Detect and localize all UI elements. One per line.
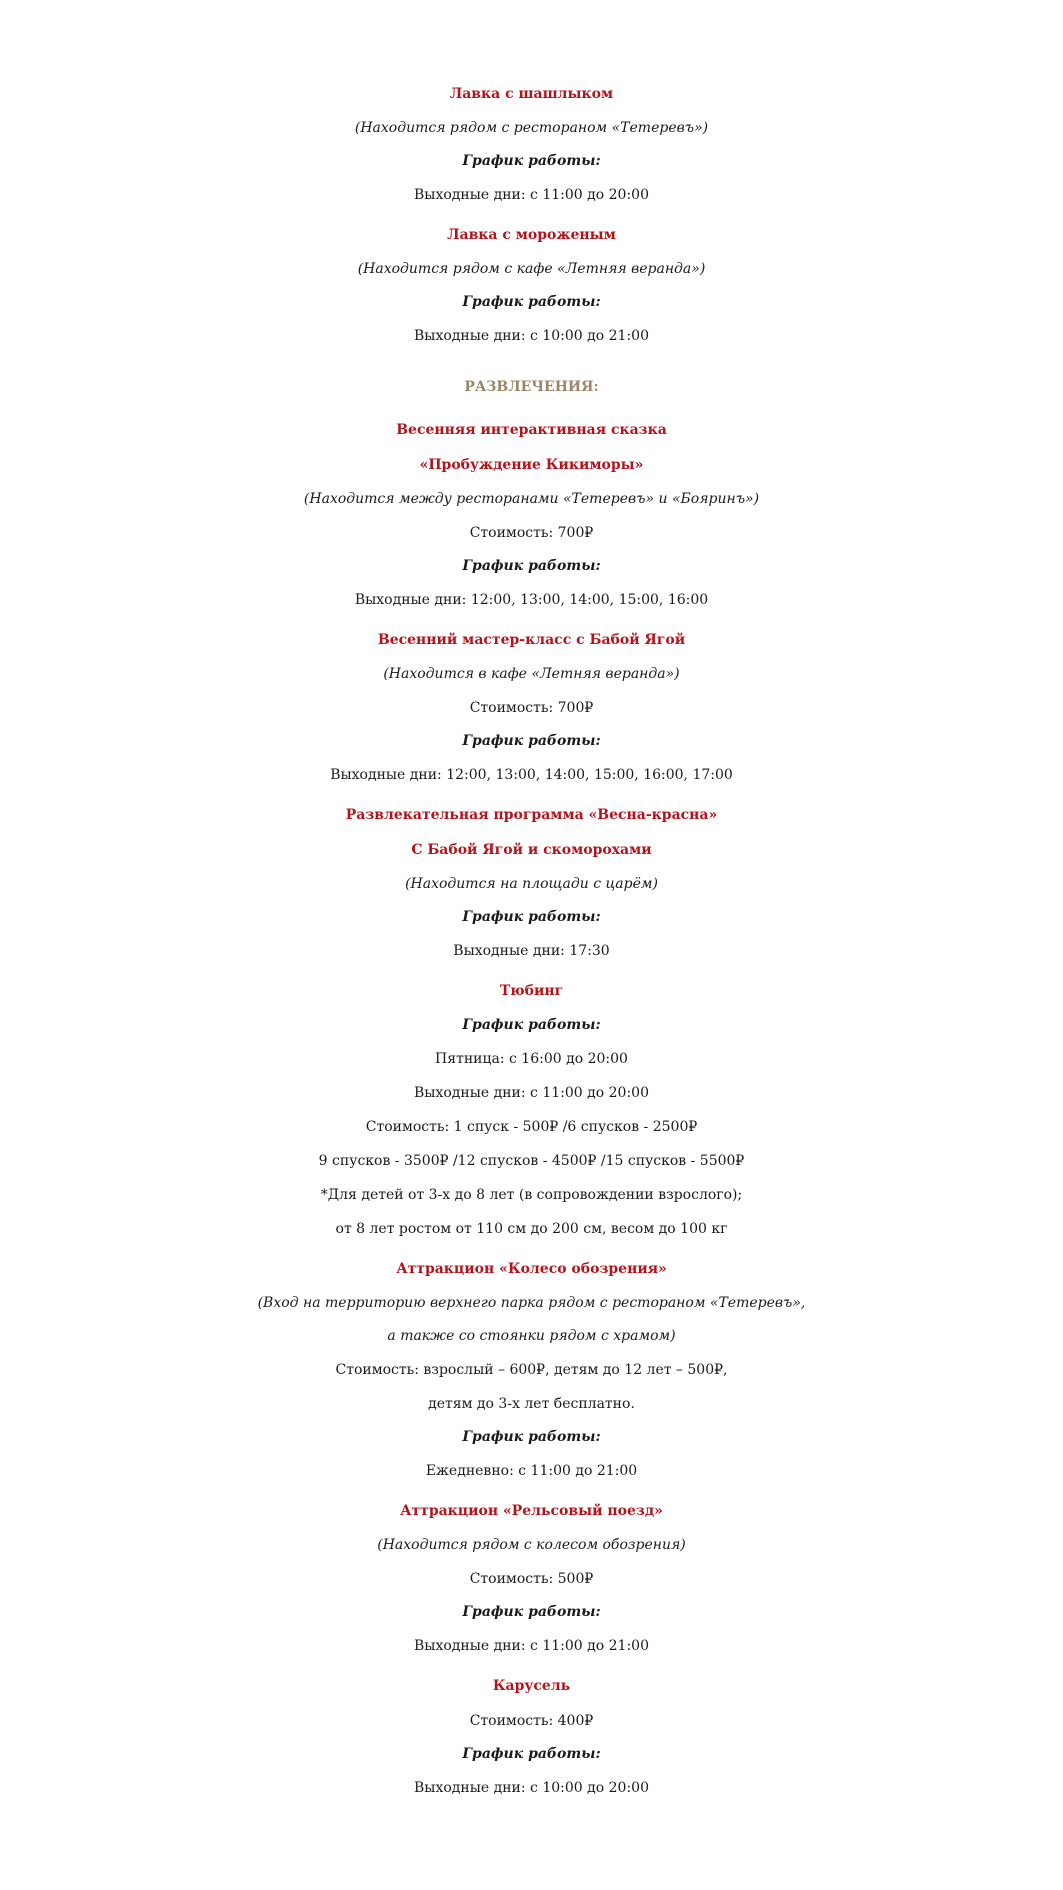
schedule-label: График работы: xyxy=(462,1017,601,1033)
event-carousel xyxy=(0,1669,1063,1805)
event-price-line1: Стоимость: 1 спуск - 500₽ /6 спусков - 2500₽ xyxy=(365,1119,698,1135)
shop-location: (Находится рядом с кафе «Летняя веранда») xyxy=(357,261,706,277)
shop-title: Лавка с мороженым xyxy=(447,227,616,243)
schedule-label: График работы: xyxy=(462,294,601,310)
schedule-label: График работы: xyxy=(462,1429,601,1445)
event-vesna-krasna xyxy=(0,798,1063,968)
event-note-line1: *Для детей от 3-х до 8 лет (в сопровождении взрослого); xyxy=(320,1187,743,1203)
event-title: Карусель xyxy=(492,1678,571,1694)
section-title-entertainment: РАЗВЛЕЧЕНИЯ: xyxy=(464,379,599,395)
shop-title: Лавка с шашлыком xyxy=(449,86,614,102)
event-price: Стоимость: 500₽ xyxy=(469,1571,594,1587)
schedule-label: График работы: xyxy=(462,558,601,574)
event-master-class xyxy=(0,623,1063,792)
shop-hours: Выходные дни: с 10:00 до 21:00 xyxy=(414,328,649,344)
event-tubing xyxy=(0,974,1063,1246)
event-price-line2: детям до 3-х лет бесплатно. xyxy=(428,1396,635,1412)
event-price: Стоимость: 400₽ xyxy=(469,1713,594,1729)
schedule-label: График работы: xyxy=(462,733,601,749)
event-price-line2: 9 спусков - 3500₽ /12 спусков - 4500₽ /15 спусков - 5500₽ xyxy=(318,1153,745,1169)
event-hours-friday: Пятница: с 16:00 до 20:00 xyxy=(435,1051,628,1067)
event-location: (Находится рядом с колесом обозрения) xyxy=(377,1537,686,1553)
event-hours: Ежедневно: с 11:00 до 21:00 xyxy=(425,1463,638,1479)
event-location: (Находится между ресторанами «Тетеревъ» и «Бояринъ») xyxy=(303,491,760,507)
schedule-label: График работы: xyxy=(462,909,601,925)
event-hours: Выходные дни: 12:00, 13:00, 14:00, 15:00, 16:00, 17:00 xyxy=(330,767,733,783)
event-title-line2: «Пробуждение Кикиморы» xyxy=(419,457,644,473)
event-title-line2: С Бабой Ягой и скоморохами xyxy=(411,842,652,858)
event-title: Аттракцион «Колесо обозрения» xyxy=(396,1261,667,1277)
event-note-line2: от 8 лет ростом от 110 см до 200 см, весом до 100 кг xyxy=(335,1221,728,1237)
event-kikimora xyxy=(0,413,1063,617)
schedule-label: График работы: xyxy=(462,1604,601,1620)
schedule-document xyxy=(0,77,1063,1805)
event-price: Стоимость: 700₽ xyxy=(469,700,594,716)
event-hours: Выходные дни: 17:30 xyxy=(453,943,610,959)
event-hours: Выходные дни: с 10:00 до 20:00 xyxy=(414,1780,649,1796)
event-hours: Выходные дни: с 11:00 до 21:00 xyxy=(414,1638,649,1654)
shop-shashlik xyxy=(0,77,1063,212)
event-title-line1: Развлекательная программа «Весна-красна» xyxy=(345,807,718,823)
event-title: Аттракцион «Рельсовый поезд» xyxy=(400,1503,663,1519)
event-rail-train xyxy=(0,1494,1063,1663)
event-price-line1: Стоимость: взрослый – 600₽, детям до 12 лет – 500₽, xyxy=(335,1362,728,1378)
event-title: Весенний мастер-класс с Бабой Ягой xyxy=(377,632,686,648)
event-title-line1: Весенняя интерактивная сказка xyxy=(396,422,667,438)
event-location: (Находится на площади с царём) xyxy=(405,876,658,892)
shop-location: (Находится рядом с рестораном «Тетеревъ») xyxy=(354,120,709,136)
shop-hours: Выходные дни: с 11:00 до 20:00 xyxy=(414,187,649,203)
event-hours-weekend: Выходные дни: с 11:00 до 20:00 xyxy=(414,1085,649,1101)
event-ferris-wheel xyxy=(0,1252,1063,1488)
schedule-label: График работы: xyxy=(462,153,601,169)
event-hours: Выходные дни: 12:00, 13:00, 14:00, 15:00, 16:00 xyxy=(354,592,709,608)
schedule-label: График работы: xyxy=(462,1746,601,1762)
event-title: Тюбинг xyxy=(499,983,564,999)
event-price: Стоимость: 700₽ xyxy=(469,525,594,541)
event-location: (Находится в кафе «Летняя веранда») xyxy=(383,666,680,682)
event-location-line1: (Вход на территорию верхнего парка рядом с рестораном «Тетеревъ», xyxy=(257,1295,806,1311)
event-location-line2: а также со стоянки рядом с храмом) xyxy=(387,1328,676,1344)
shop-ice-cream xyxy=(0,218,1063,353)
